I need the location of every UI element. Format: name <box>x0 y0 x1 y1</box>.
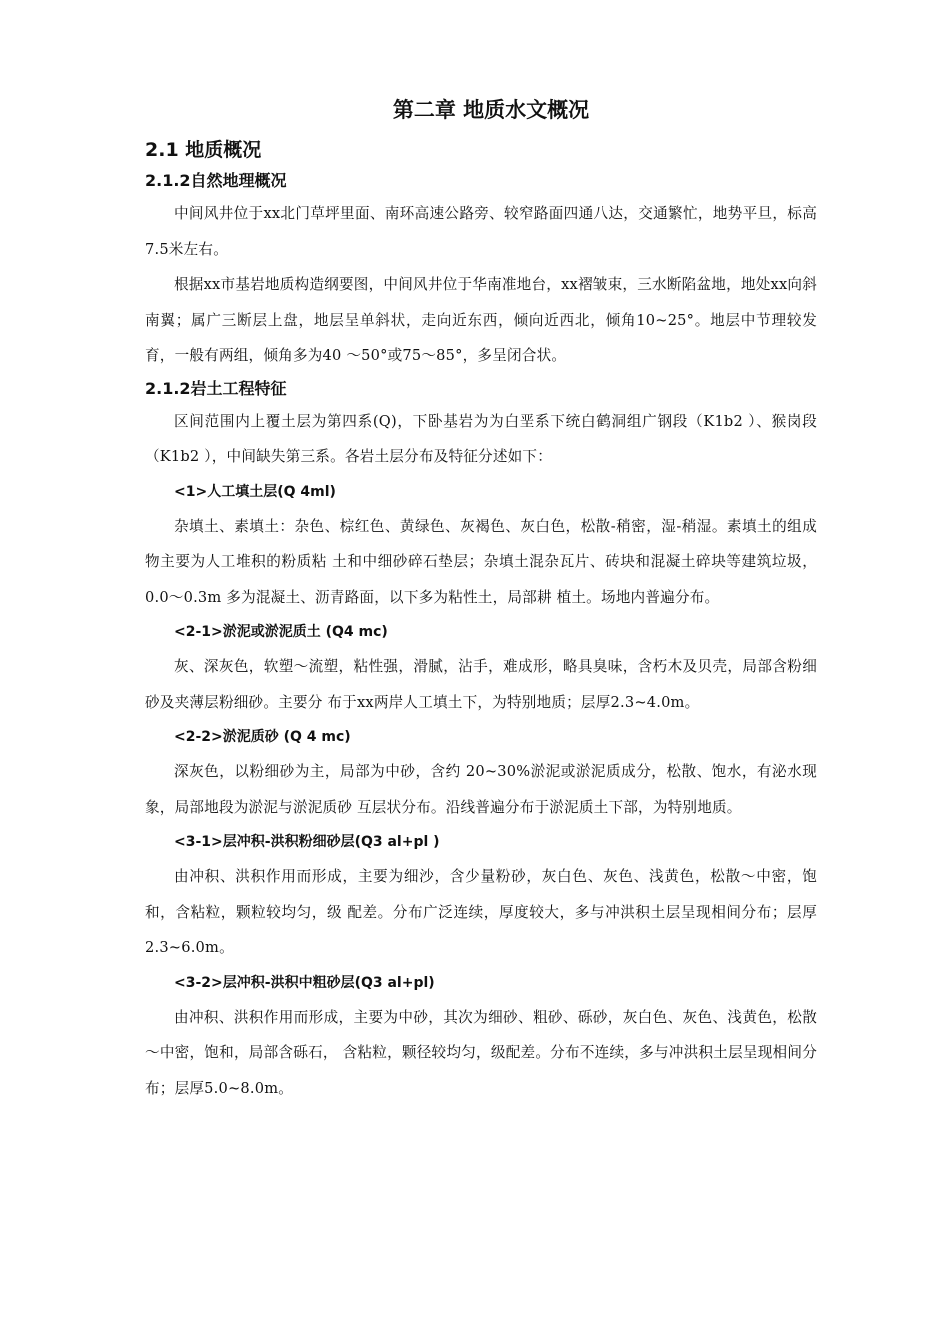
layer-description-3-1: 由冲积、洪积作用而形成，主要为细沙，含少量粉砂，灰白色、灰色、浅黄色，松散～中密，饱和，含粘粒，颗粒较均匀，级 配差。分布广泛连续，厚度较大，多与冲洪积土层呈现相间分布；层厚2.3~6.0m。 <box>145 868 817 956</box>
layer-title-3-1: <3-1>层冲积-洪积粉细砂层(Q3 al+pl ) <box>174 834 440 850</box>
layer-title-2-2: <2-2>淤泥质砂 (Q 4 mc) <box>174 729 351 745</box>
layer-description-2-2: 深灰色，以粉细砂为主，局部为中砂，含约 20~30%淤泥或淤泥质成分，松散、饱水，有泌水现象，局部地段为淤泥与淤泥质砂 互层状分布。沿线普遍分布于淤泥质土下部，为特别地质。 <box>145 763 817 816</box>
paragraph: 根据xx市基岩地质构造纲要图，中间风井位于华南准地台，xx褶皱束，三水断陷盆地，地处xx向斜南翼；属广三断层上盘，地层呈单斜状，走向近东西，倾向近西北，倾角10~25°。地层中节理较发育，一般有两组，倾角多为40 ～50°或75～85°，多呈闭合状。 <box>145 276 817 364</box>
subsection-heading-geotechnical: 2.1.2岩土工程特征 <box>145 378 287 398</box>
layer-description-1: 杂填土、素填土：杂色、棕红色、黄绿色、灰褐色、灰白色，松散-稍密，湿-稍湿。素填土的组成物主要为人工堆积的粉质粘 土和中细砂碎石垫层；杂填土混杂瓦片、砖块和混凝土碎块等建筑垃圾，0.0～0.3m 多为混凝土、沥青路面，以下多为粘性土，局部耕 植土。场地内普遍分布。 <box>145 517 817 606</box>
subsection-heading-natural-geography: 2.1.2自然地理概况 <box>145 171 287 190</box>
chapter-title: 第二章 地质水文概况 <box>392 98 590 122</box>
document-page <box>145 94 817 1106</box>
paragraph-intro: 区间范围内上覆土层为第四系(Q)，下卧基岩为为白垩系下统白鹤洞组广钢段（K1b2 ）、猴岗段（K1b2 ），中间缺失第三系。各岩土层分布及特征分述如下： <box>145 412 817 465</box>
layer-description-2-1: 灰、深灰色，软塑～流塑，粘性强，滑腻，沾手，难成形，略具臭味，含朽木及贝壳，局部含粉细砂及夹薄层粉细砂。主要分 布于xx两岸人工填土下，为特别地质；层厚2.3~4.0m。 <box>145 658 817 711</box>
layer-title-3-2: <3-2>层冲积-洪积中粗砂层(Q3 al+pl) <box>174 974 435 991</box>
paragraph: 中间风井位于xx北门草坪里面、南环高速公路旁、较窄路面四通八达，交通繁忙，地势平旦，标高7.5米左右。 <box>145 205 817 258</box>
layer-title-2-1: <2-1>淤泥或淤泥质土 (Q4 mc) <box>174 624 388 640</box>
layer-title-1: <1>人工填土层(Q 4ml) <box>174 483 336 500</box>
section-heading-2-1: 2.1 地质概况 <box>145 139 262 161</box>
layer-description-3-2: 由冲积、洪积作用而形成，主要为中砂，其次为细砂、粗砂、砾砂，灰白色、灰色、浅黄色，松散～中密，饱和，局部含砾石， 含粘粒，颗径较均匀，级配差。分布不连续，多与冲洪积土层呈现相间分布；层厚5.0~8.0m。 <box>145 1008 817 1097</box>
